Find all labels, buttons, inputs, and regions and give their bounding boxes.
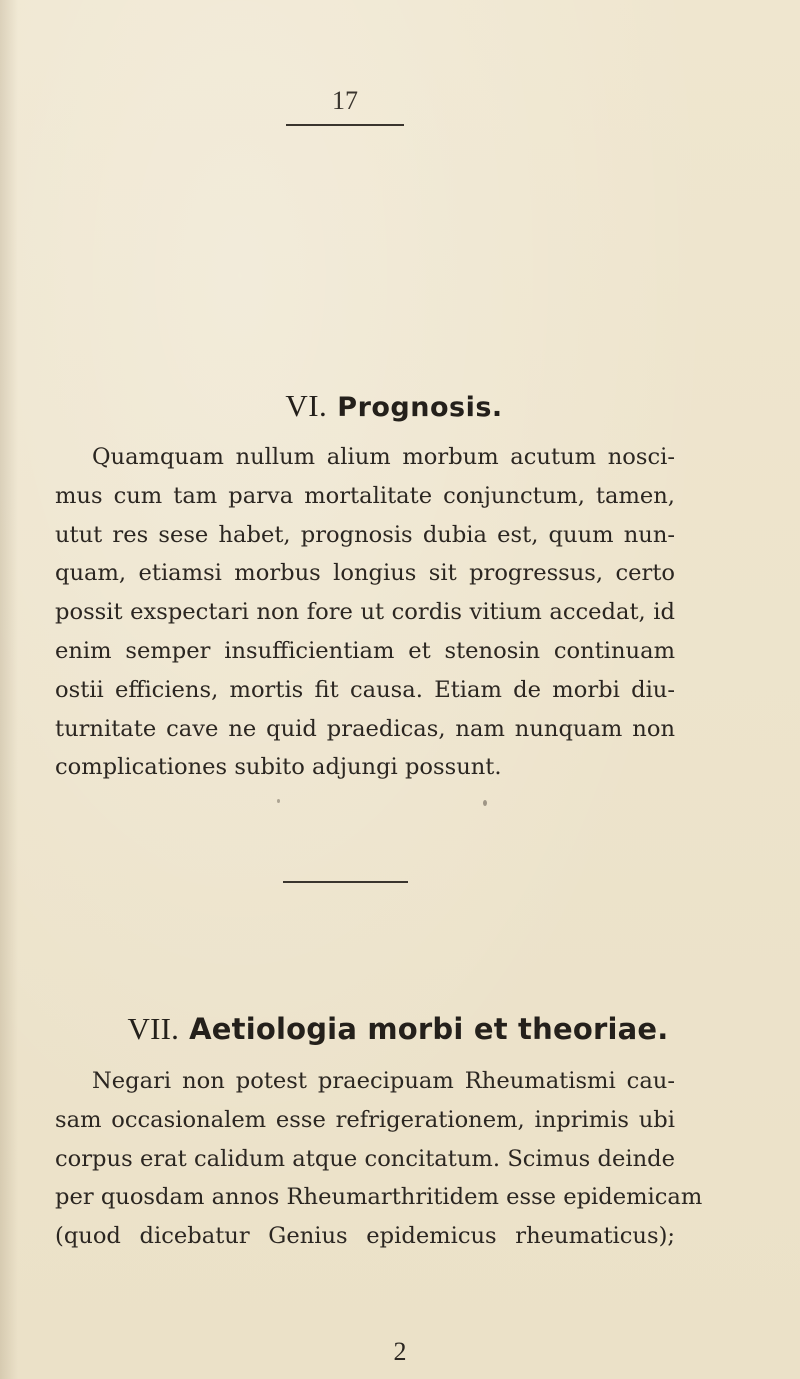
text-line: (quod dicebatur Genius epidemicus rheumaticus); [55,1223,675,1250]
section-heading-aetiologia [0,1011,798,1047]
paper-speck [277,799,280,803]
section-heading-prognosis [0,388,794,424]
paper-speck [483,800,487,806]
text-line: mus cum tam parva mortalitate conjunctum, tamen, [55,482,675,509]
text-line: utut res sese habet, prognosis dubia est, quum nun- [55,521,675,548]
text-line: Quamquam nullum alium morbum acutum nosci- [92,444,675,470]
text-line: Negari non potest praecipuam Rheumatismi cau- [92,1068,675,1094]
text-line: complicationes subito adjungi possunt. [55,754,502,781]
text-line: possit exspectari non fore ut cordis vitium accedat, id [55,599,675,626]
text-line: turnitate cave ne quid praedicas, nam nunquam non [55,715,675,742]
page-number: 17 [332,86,358,115]
text-line: ostii efficiens, mortis fit causa. Etiam de morbi diu- [55,676,675,703]
section-title: Aetiologia morbi et theoriae. [189,1012,669,1046]
paragraph-prognosis [55,438,675,787]
text-line: quam, etiamsi morbus longius sit progressus, certo [55,560,675,587]
section-number: VII. [127,1011,180,1046]
section-number: VI. [285,388,328,423]
paragraph-aetiologia [55,1062,703,1256]
section-separator-rule [283,881,408,883]
section-title: Prognosis. [337,392,503,423]
text-line: sam occasionalem esse refrigerationem, inprimis ubi [55,1106,675,1133]
text-line: enim semper insufficientiam et stenosin continuam [55,637,675,664]
signature-mark: 2 [393,1337,407,1366]
page-gutter-shadow [0,0,18,1379]
text-line: corpus erat calidum atque concitatum. Scimus deinde [55,1145,675,1172]
page-number-rule [286,124,404,126]
text-line: per quosdam annos Rheumarthritidem esse epidemicam [55,1184,703,1211]
